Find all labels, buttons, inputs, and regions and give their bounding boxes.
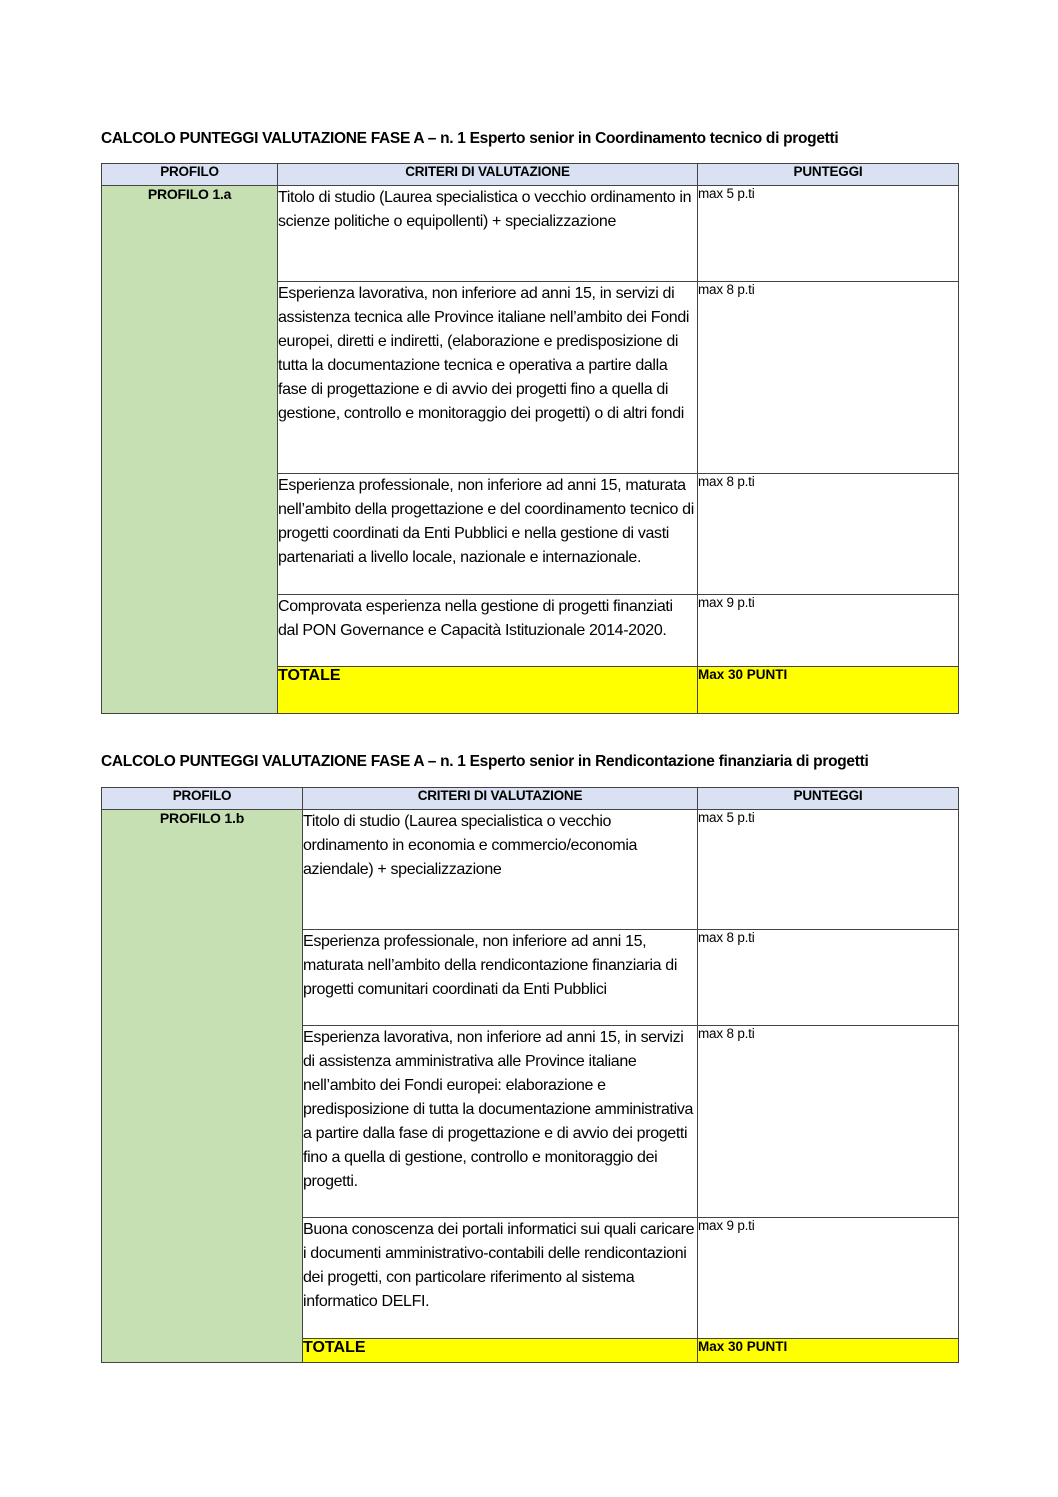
table-1-title: CALCOLO PUNTEGGI VALUTAZIONE FASE A – n. 1 Esperto senior in Coordinamento tecnico di progetti	[101, 130, 839, 147]
total-label: TOTALE	[303, 1339, 698, 1363]
header-profilo: PROFILO	[102, 788, 303, 810]
table-row	[102, 186, 959, 282]
header-punteggi: PUNTEGGI	[698, 164, 959, 186]
total-value: Max 30 PUNTI	[698, 667, 959, 714]
criterion-cell: Esperienza lavorativa, non inferiore ad anni 15, in servizi di assistenza amministrativa alle Province italiane nell’ambito dei Fondi europei: elaborazione e predisposizione di tutta la documentazione amministrativa a partire dalla fase di progettazione e di avvio dei progetti fino a quella di gestione, controllo e monitoraggio dei progetti.	[303, 1026, 698, 1218]
table-header-row	[102, 788, 959, 810]
score-cell: max 8 p.ti	[698, 930, 959, 1026]
criterion-cell: Esperienza professionale, non inferiore ad anni 15, maturata nell’ambito della progettazione e del coordinamento tecnico di progetti coordinati da Enti Pubblici e nella gestione di vasti partenariati a livello locale, nazionale e internazionale.	[278, 474, 698, 595]
header-profilo: PROFILO	[102, 164, 278, 186]
header-criteri: CRITERI DI VALUTAZIONE	[278, 164, 698, 186]
header-punteggi: PUNTEGGI	[698, 788, 959, 810]
table-header-row	[102, 164, 959, 186]
score-cell: max 5 p.ti	[698, 810, 959, 930]
profile-cell: PROFILO 1.a	[102, 186, 278, 714]
table-row	[102, 810, 959, 930]
scoring-table-2	[101, 787, 959, 1363]
total-value: Max 30 PUNTI	[698, 1339, 959, 1363]
score-cell: max 9 p.ti	[698, 595, 959, 667]
profile-cell: PROFILO 1.b	[102, 810, 303, 1363]
table-2-title: CALCOLO PUNTEGGI VALUTAZIONE FASE A – n. 1 Esperto senior in Rendicontazione finanziaria di progetti	[101, 753, 869, 770]
score-cell: max 8 p.ti	[698, 474, 959, 595]
header-criteri: CRITERI DI VALUTAZIONE	[303, 788, 698, 810]
total-label: TOTALE	[278, 667, 698, 714]
score-cell: max 5 p.ti	[698, 186, 959, 282]
criterion-cell: Esperienza professionale, non inferiore ad anni 15, maturata nell’ambito della rendicontazione finanziaria di progetti comunitari coordinati da Enti Pubblici	[303, 930, 698, 1026]
criterion-cell: Comprovata esperienza nella gestione di progetti finanziati dal PON Governance e Capacità Istituzionale 2014-2020.	[278, 595, 698, 667]
score-cell: max 8 p.ti	[698, 282, 959, 474]
criterion-cell: Titolo di studio (Laurea specialistica o vecchio ordinamento in scienze politiche o equipollenti) + specializzazione	[278, 186, 698, 282]
score-cell: max 8 p.ti	[698, 1026, 959, 1218]
score-cell: max 9 p.ti	[698, 1218, 959, 1339]
scoring-table-1	[101, 163, 959, 714]
criterion-cell: Buona conoscenza dei portali informatici sui quali caricare i documenti amministrativo-contabili delle rendicontazioni dei progetti, con particolare riferimento al sistema informatico DELFI.	[303, 1218, 698, 1339]
criterion-cell: Titolo di studio (Laurea specialistica o vecchio ordinamento in economia e commercio/economia aziendale) + specializzazione	[303, 810, 698, 930]
criterion-cell: Esperienza lavorativa, non inferiore ad anni 15, in servizi di assistenza tecnica alle Province italiane nell’ambito dei Fondi europei, diretti e indiretti, (elaborazione e predisposizione di tutta la documentazione tecnica e operativa a partire dalla fase di progettazione e di avvio dei progetti fino a quella di gestione, controllo e monitoraggio dei progetti) o di altri fondi	[278, 282, 698, 474]
